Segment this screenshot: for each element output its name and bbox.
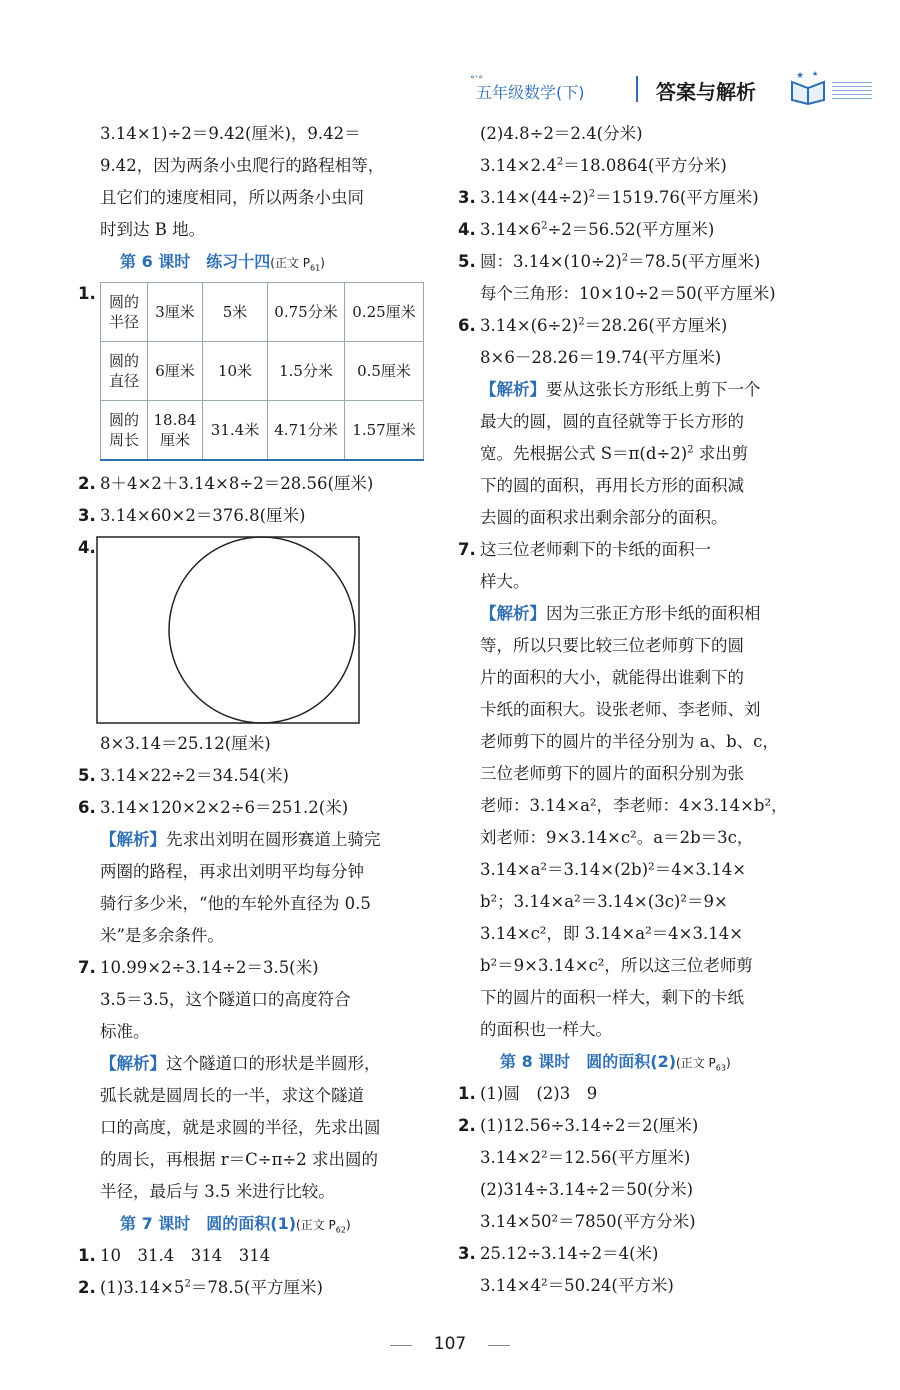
table-cell: 圆的半径 — [101, 283, 148, 342]
analysis-text: 先求出刘明在圆形赛道上骑完 — [166, 830, 381, 849]
answer-line: 8×6－28.26＝19.74(平方厘米) — [480, 348, 722, 367]
answer-text: 10.99×2÷3.14÷2＝3.5(米) — [100, 958, 319, 977]
q7-line — [78, 952, 438, 984]
analysis-line — [458, 438, 838, 470]
table-cell: 3厘米 — [148, 283, 203, 342]
answer-text: ÷2＝56.52(平方厘米) — [547, 220, 715, 239]
analysis-line: 去圆的面积求出剩余部分的面积。 — [480, 508, 728, 527]
answer-text: 圆：3.14×(10÷2) — [480, 252, 622, 271]
analysis-label: 【解析】 — [480, 380, 546, 399]
analysis-line: 弧长就是圆周长的一半，求这个隧道 — [100, 1086, 364, 1105]
answer-line: 样大。 — [480, 572, 530, 591]
text-line: 3.14×1)÷2＝9.42(厘米)，9.42＝ — [100, 124, 361, 143]
page-ref-number: 62 — [335, 1225, 346, 1235]
analysis-line: 片的面积的大小，就能得出谁剩下的 — [480, 668, 744, 687]
svg-text:★: ★ — [812, 70, 819, 78]
analysis-line — [458, 598, 838, 630]
analysis-line — [458, 374, 838, 406]
l8q1-line — [458, 1078, 838, 1110]
answer-text: ＝1519.76(平方厘米) — [595, 188, 759, 207]
question-number: 5. — [78, 766, 96, 785]
analysis-line: 老师：3.14×a²，李老师：4×3.14×b²， — [480, 796, 788, 815]
answer-text: 3.14×(44÷2) — [480, 188, 589, 207]
lesson-heading — [78, 246, 438, 278]
analysis-label: 【解析】 — [480, 604, 546, 623]
page-ref-text: (正文 P — [296, 1218, 336, 1232]
left-column — [78, 118, 438, 1304]
analysis-line — [78, 1048, 438, 1080]
table-cell: 0.75分米 — [268, 283, 345, 342]
analysis-line: 刘老师：9×3.14×c²。a＝2b＝3c， — [480, 828, 754, 847]
page-ref: (正文 $P_{61}$) — [270, 256, 325, 273]
text-line: 且它们的速度相同，所以两条小虫同 — [100, 188, 364, 207]
analysis-line: 的面积也一样大。 — [480, 1020, 612, 1039]
question-number: 2. — [458, 1116, 476, 1135]
analysis-line — [78, 824, 438, 856]
table-cell: 0.5厘米 — [345, 342, 424, 401]
analysis-line: 米”是多余条件。 — [100, 926, 224, 945]
exponent: 2 — [184, 1278, 191, 1290]
answer-text: 25.12÷3.14÷2＝4(米) — [480, 1244, 659, 1263]
answer-text: 3.14×22÷2＝34.54(米) — [100, 766, 289, 785]
l8q2-line — [458, 1110, 838, 1142]
question-number: 1. — [78, 284, 96, 303]
answer-line: 3.14×50²＝7850(平方分米) — [480, 1212, 696, 1231]
q5-line — [458, 246, 838, 278]
lesson-title: 第 6 课时 练习十四 — [120, 252, 271, 271]
answer-text: (1)圆 (2)3 9 — [480, 1084, 598, 1103]
analysis-line: 下的圆的面积，再用长方形的面积减 — [480, 476, 744, 495]
analysis-label: 【解析】 — [100, 830, 166, 849]
question-number: 3. — [458, 188, 476, 207]
table-cell: 31.4米 — [203, 401, 268, 461]
analysis-text: 这个隧道口的形状是半圆形， — [166, 1054, 381, 1073]
answer-text: 10 31.4 314 314 — [100, 1246, 271, 1265]
header-divider — [636, 76, 638, 102]
table-cell: 5米 — [203, 283, 268, 342]
text-line: 9.42，因为两条小虫爬行的路程相等， — [100, 156, 385, 175]
page-header — [470, 68, 870, 112]
analysis-line: 最大的圆，圆的直径就等于长方形的 — [480, 412, 744, 431]
answer-text: 8＋4×2＋3.14×8÷2＝28.56(厘米) — [100, 474, 374, 493]
question-number: 4. — [78, 538, 96, 557]
answer-line — [458, 150, 838, 182]
page-ref: (正文 $P_{62}$) — [296, 1218, 351, 1235]
analysis-line: 两圈的路程，再求出刘明平均每分钟 — [100, 862, 364, 881]
answer-line: 3.14×4²＝50.24(平方米) — [480, 1276, 674, 1295]
table-row — [101, 401, 424, 461]
answer-text: 3.14×2.4 — [480, 156, 557, 175]
analysis-line: 3.14×a²＝3.14×(2b)²＝4×3.14× — [480, 860, 747, 879]
page-ref-text: (正文 P — [676, 1056, 716, 1070]
q5-line — [78, 760, 438, 792]
analysis-line: 三位老师剪下的圆片的面积分别为张 — [480, 764, 744, 783]
q4-figure — [78, 532, 438, 728]
table-cell: 6厘米 — [148, 342, 203, 401]
question-number: 7. — [458, 540, 476, 559]
l8q3-line — [458, 1238, 838, 1270]
page-ref-number: 61 — [310, 263, 321, 273]
question-number: 1. — [458, 1084, 476, 1103]
question-number: 7. — [78, 958, 96, 977]
analysis-line: 卡纸的面积大。设张老师、李老师、刘 — [480, 700, 761, 719]
circle-table — [100, 282, 424, 461]
answer-text: ＝78.5(平方厘米) — [190, 1278, 323, 1297]
q6-line — [78, 792, 438, 824]
analysis-text: 要从这张长方形纸上剪下一个 — [546, 380, 761, 399]
question-number: 6. — [78, 798, 96, 817]
answer-line: 标准。 — [100, 1022, 150, 1041]
exponent: 2 — [588, 188, 596, 200]
figure-rectangle — [97, 537, 359, 723]
table-cell: 18.84厘米 — [148, 401, 203, 461]
q6-line — [458, 310, 838, 342]
table-cell: 1.5分米 — [268, 342, 345, 401]
answer-text: 这三位老师剩下的卡纸的面积一 — [480, 540, 711, 559]
table-cell: 圆的周长 — [101, 401, 148, 461]
text-line: 时到达 B 地。 — [100, 220, 206, 239]
analysis-line: 老师剪下的圆片的半径分别为 a、b、c， — [480, 732, 779, 751]
question-number: 4. — [458, 220, 476, 239]
l7q1-line — [78, 1240, 438, 1272]
rectangle-circle-figure — [96, 536, 362, 726]
header-lines — [832, 82, 872, 100]
l7q2-line — [78, 1272, 438, 1304]
q1-block — [78, 278, 438, 468]
answer-line: 8×3.14＝25.12(厘米) — [100, 734, 271, 753]
answer-line: 3.14×2²＝12.56(平方厘米) — [480, 1148, 691, 1167]
analysis-line: 的周长，再根据 r＝C÷π÷2 求出圆的 — [100, 1150, 378, 1169]
lesson-title: 第 7 课时 圆的面积(1) — [120, 1214, 297, 1233]
lesson-title: 第 8 课时 圆的面积(2) — [500, 1052, 677, 1071]
table-row — [101, 283, 424, 342]
analysis-text: 求出剪 — [693, 444, 749, 463]
answer-text: 3.14×120×2×2÷6＝251.2(米) — [100, 798, 349, 817]
analysis-line: b²；3.14×a²＝3.14×(3c)²＝9× — [480, 892, 728, 911]
answer-text: 3.14×6 — [480, 220, 542, 239]
section-title: 答案与解析 — [656, 80, 756, 104]
page-number: 107 — [420, 1334, 480, 1354]
analysis-label: 【解析】 — [100, 1054, 166, 1073]
q4-line — [458, 214, 838, 246]
answer-line: 3.5＝3.5，这个隧道口的高度符合 — [100, 990, 351, 1009]
answer-line: (2)4.8÷2＝2.4(分米) — [480, 124, 643, 143]
question-number: 1. — [78, 1246, 96, 1265]
page-ref-text: (正文 P — [270, 256, 311, 270]
analysis-line: 等，所以只要比较三位老师剪下的圆 — [480, 636, 744, 655]
answer-text: ＝78.5(平方厘米) — [628, 252, 761, 271]
exponent: 2 — [687, 444, 694, 456]
book-title: 五年级数学(下) — [476, 83, 585, 102]
answer-line: (2)314÷3.14÷2＝50(分米) — [480, 1180, 694, 1199]
table-cell: 10米 — [203, 342, 268, 401]
page-ref: (正文 $P_{63}$) — [676, 1056, 731, 1073]
analysis-line: 骑行多少米，“他的车轮外直径为 0.5 — [100, 894, 371, 913]
answer-text: ＝18.0864(平方分米) — [563, 156, 727, 175]
answer-line: 每个三角形：10×10÷2＝50(平方厘米) — [480, 284, 776, 303]
q3-line — [78, 500, 438, 532]
analysis-text: 宽。先根据公式 S＝π(d÷2) — [480, 444, 688, 463]
exponent: 2 — [578, 316, 585, 328]
exponent: 2 — [556, 156, 564, 168]
table-cell: 0.25厘米 — [345, 283, 424, 342]
exponent: 2 — [621, 252, 629, 264]
table-cell: 圆的直径 — [101, 342, 148, 401]
svg-text:★: ★ — [796, 71, 805, 81]
analysis-line: 口的高度，就是求圆的半径，先求出圆 — [100, 1118, 381, 1137]
table-cell: 4.71分米 — [268, 401, 345, 461]
answer-text: (1)3.14×5 — [100, 1278, 185, 1297]
question-number: 6. — [458, 316, 476, 335]
decor-dots: ∘·∘ — [470, 72, 483, 83]
q2-line — [78, 468, 438, 500]
question-number: 2. — [78, 1278, 96, 1297]
analysis-line: 半径，最后与 3.5 米进行比较。 — [100, 1182, 335, 1201]
analysis-line: 下的圆片的面积一样大，剩下的卡纸 — [480, 988, 744, 1007]
analysis-text: 因为三张正方形卡纸的面积相 — [546, 604, 761, 623]
figure-circle — [169, 537, 355, 723]
table-cell: 1.57厘米 — [345, 401, 424, 461]
open-book-icon — [788, 68, 828, 106]
lesson-heading — [458, 1046, 838, 1078]
question-number: 2. — [78, 474, 96, 493]
page-ref-number: 63 — [715, 1063, 726, 1073]
right-column — [458, 118, 838, 1302]
answer-text: 3.14×(6÷2) — [480, 316, 579, 335]
question-number: 3. — [78, 506, 96, 525]
lesson-heading — [78, 1208, 438, 1240]
exponent: 2 — [541, 220, 548, 232]
answer-text: 3.14×60×2＝376.8(厘米) — [100, 506, 306, 525]
answer-text: ＝28.26(平方厘米) — [584, 316, 728, 335]
question-number: 5. — [458, 252, 476, 271]
answer-text: (1)12.56÷3.14÷2＝2(厘米) — [480, 1116, 699, 1135]
q3-line — [458, 182, 838, 214]
question-number: 3. — [458, 1244, 476, 1263]
analysis-line: b²＝9×3.14×c²，所以这三位老师剪 — [480, 956, 753, 975]
table-row — [101, 342, 424, 401]
q7-line — [458, 534, 838, 566]
analysis-line: 3.14×c²，即 3.14×a²＝4×3.14× — [480, 924, 744, 943]
